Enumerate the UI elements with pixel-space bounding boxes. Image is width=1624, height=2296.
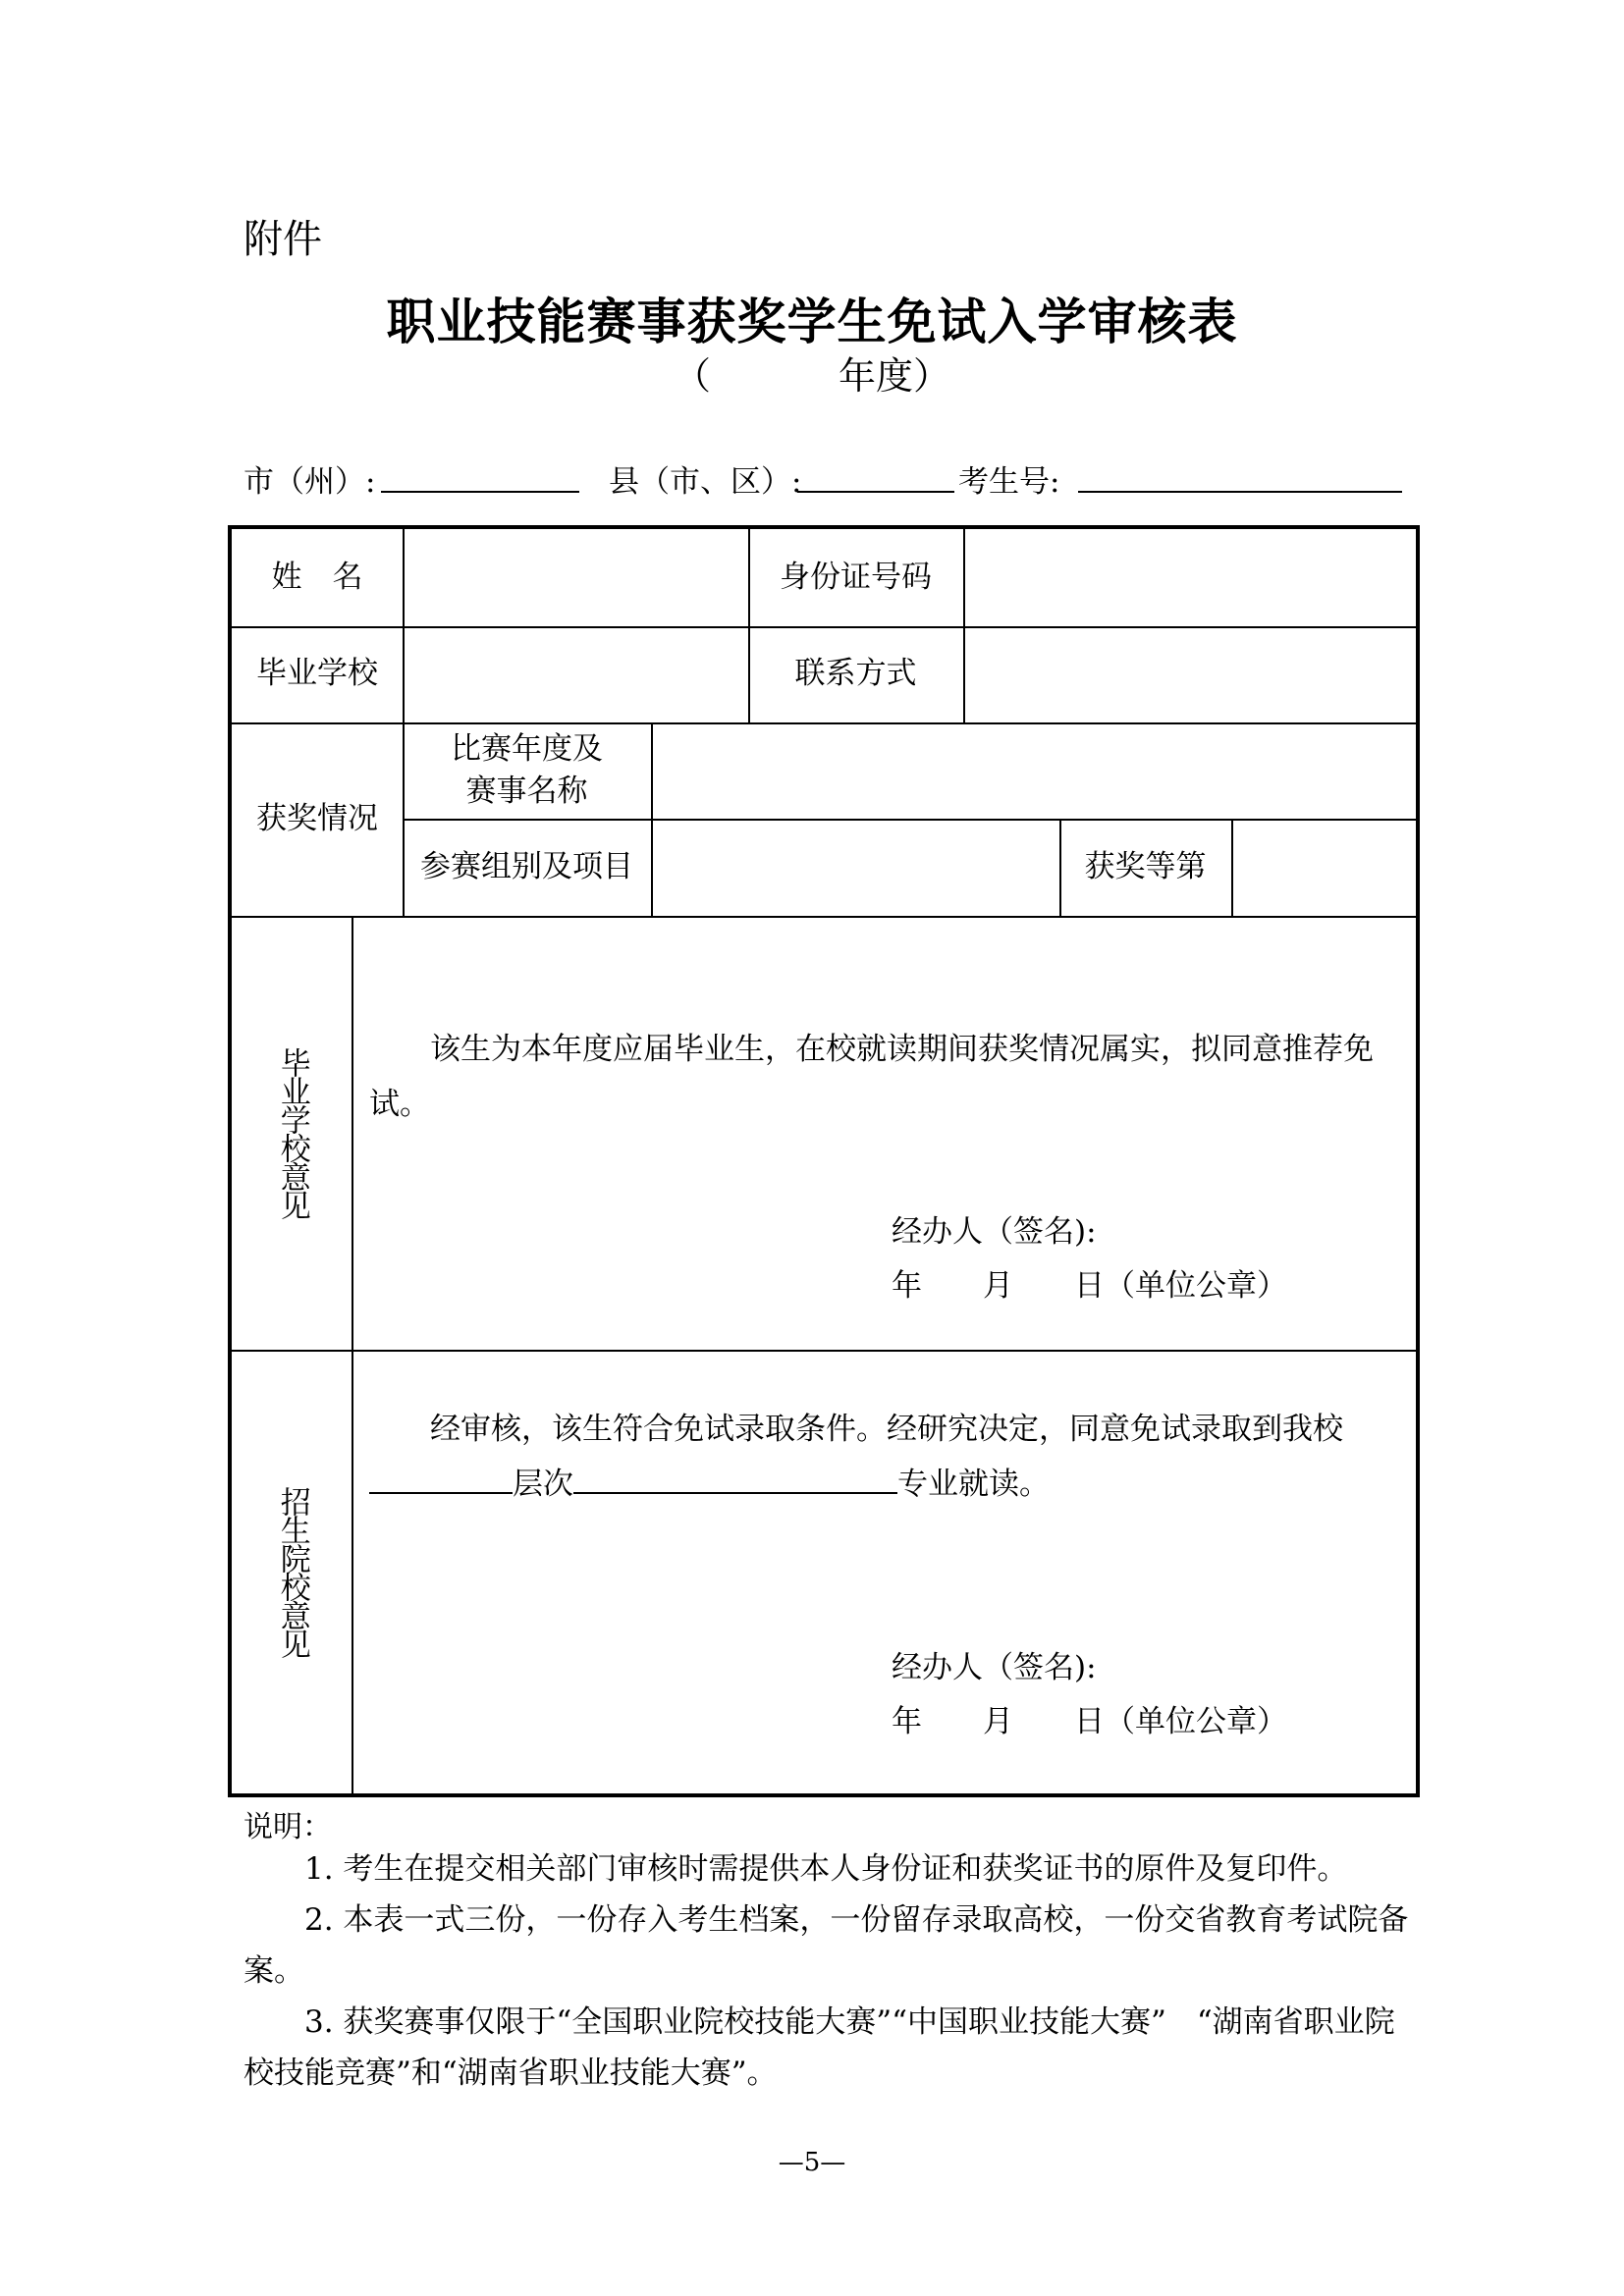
admission-level-blank[interactable] (369, 1465, 513, 1494)
exam-no-label: 考生号: (958, 464, 1060, 500)
row-divider (232, 916, 1416, 918)
admission-opinion-text (369, 1402, 1400, 1512)
admission-opinion-date-seal: 年 月 日（单位公章） (892, 1704, 1287, 1739)
school-opinion-text: 该生为本年度应届毕业生，在校就读期间获奖情况属实，拟同意推荐免试。 (369, 1032, 1374, 1122)
school-opinion-date-seal: 年 月 日（单位公章） (892, 1268, 1287, 1304)
city-label: 市（州）: (244, 464, 376, 500)
year-close: 年度） (839, 354, 951, 398)
award-rank-field[interactable] (1233, 819, 1416, 916)
id-number-field[interactable] (965, 529, 1416, 626)
county-label: 县（市、区）: (609, 464, 802, 500)
school-label: 毕业学校 (256, 656, 378, 692)
id-number-label: 身份证号码 (780, 559, 932, 595)
row-divider (232, 1350, 1416, 1352)
exam-no-field[interactable] (1078, 491, 1402, 493)
form-title: 职业技能赛事获奖学生免试入学审核表 (386, 293, 1238, 350)
school-opinion-signer: 经办人（签名): (892, 1214, 1097, 1250)
note-item-1: 1. 考生在提交相关部门审核时需提供本人身份证和获奖证书的原件及复印件。 (304, 1851, 1348, 1887)
col-divider (352, 916, 353, 1793)
attachment-label: 附件 (244, 217, 322, 262)
year-line (0, 346, 1624, 400)
name-label: 姓 名 (271, 559, 363, 595)
contact-label: 联系方式 (794, 656, 917, 692)
award-label: 获奖情况 (256, 800, 378, 836)
admission-opinion-label: 招生院校意见 (274, 1486, 310, 1657)
group-item-field[interactable] (653, 819, 1059, 916)
page-number: —5— (778, 2148, 846, 2177)
group-item-label: 参赛组别及项目 (420, 848, 633, 884)
note-item-2: 2. 本表一式三份，一份存入考生档案，一份留存录取高校，一份交省教育考试院备案。 (244, 1902, 1409, 1989)
admission-opinion-label-cell (232, 1350, 352, 1793)
city-field[interactable] (381, 491, 579, 493)
notes-title: 说明： (244, 1810, 332, 1844)
name-field[interactable] (405, 529, 748, 626)
admission-major-blank[interactable] (573, 1465, 897, 1494)
admission-text-part3: 专业就读。 (897, 1467, 1050, 1502)
admission-opinion-signer: 经办人（签名): (892, 1650, 1097, 1685)
contact-field[interactable] (965, 626, 1416, 722)
contest-year-name-field[interactable] (653, 722, 1416, 819)
review-form-table (228, 525, 1420, 1797)
admission-text-part2: 层次 (513, 1467, 573, 1502)
award-rank-label: 获奖等第 (1084, 848, 1207, 884)
school-opinion-label: 毕业学校意见 (274, 1047, 310, 1218)
contest-year-name-label: 比赛年度及 赛事名称 (451, 730, 603, 809)
admission-text-part1: 经审核，该生符合免试录取条件。经研究决定，同意免试录取到我校 (430, 1412, 1343, 1447)
school-opinion-label-cell (232, 916, 352, 1350)
year-open: （ (673, 354, 711, 398)
note-item-3: 3. 获奖赛事仅限于“全国职业院校技能大赛”“中国职业技能大赛” “湖南省职业院校技能竞赛”和“湖南省职业技能大赛”。 (244, 2004, 1395, 2091)
school-field[interactable] (405, 626, 748, 722)
county-field[interactable] (797, 491, 954, 493)
